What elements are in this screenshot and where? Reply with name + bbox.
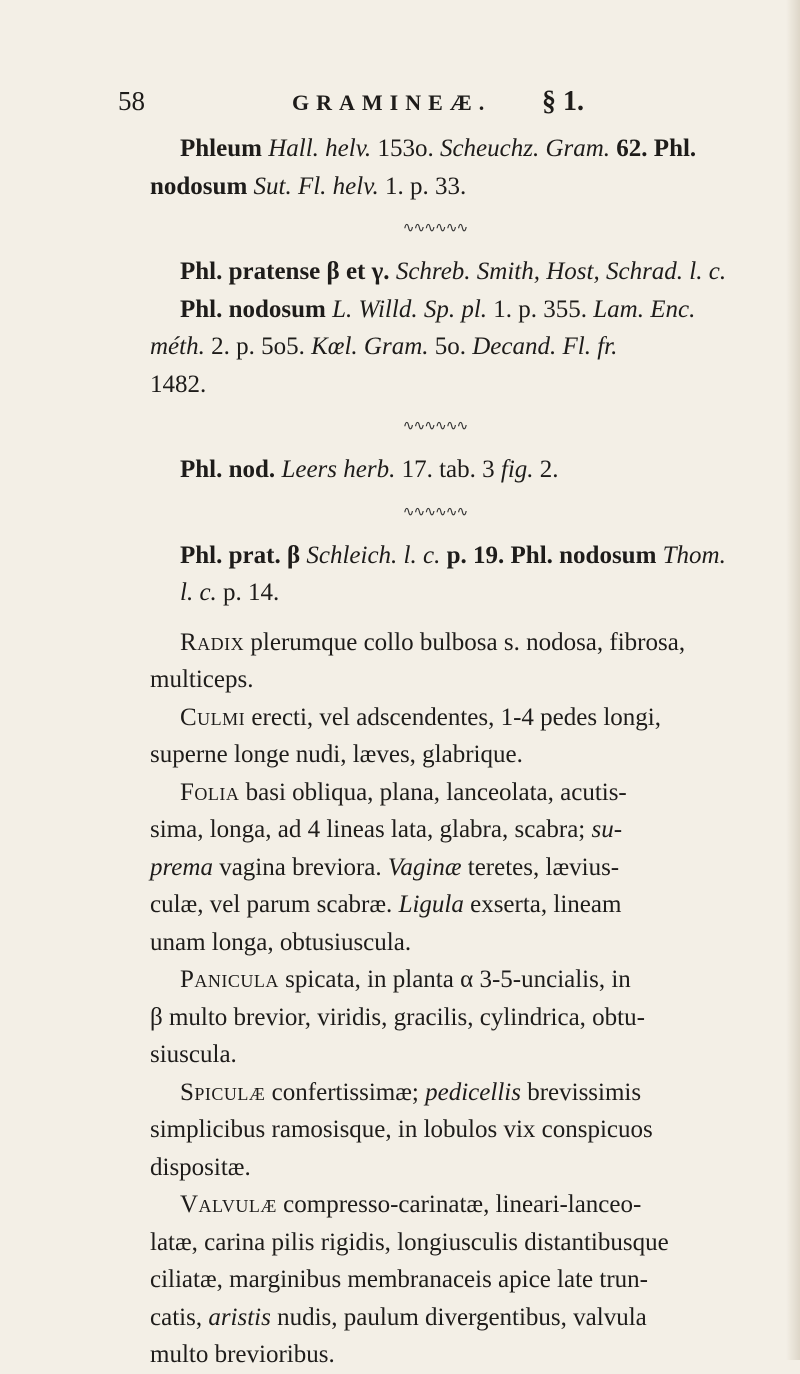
text-line	[150, 886, 690, 924]
page-header	[118, 86, 658, 126]
italic-term: su-	[591, 816, 623, 843]
text-run: culæ, vel parum scabræ.	[150, 891, 399, 918]
text-run: brevissimis	[520, 1078, 642, 1106]
synonym-block-1	[150, 130, 697, 205]
citation-author: méth.	[150, 333, 205, 360]
section-mark: § 1.	[542, 86, 584, 117]
text-line: multo brevioribus.	[150, 1341, 335, 1368]
page-number: 58	[118, 86, 145, 116]
paragraph-radix	[150, 624, 690, 699]
text-line	[150, 811, 690, 849]
italic-term: Vaginæ	[387, 853, 462, 881]
text-run: compresso-carinatæ, lineari-lanceo-	[276, 1191, 642, 1218]
text-run: exserta, lineam	[463, 891, 622, 918]
text-line	[150, 253, 727, 291]
italic-term: Ligula	[398, 891, 464, 918]
text-line	[150, 328, 690, 366]
citation-ref: 153o.	[371, 135, 440, 162]
citation-author: Schreb. Smith, Host, Schrad. l. c.	[395, 258, 727, 285]
text-line	[150, 291, 696, 329]
citation-author: l. c.	[180, 579, 217, 606]
text-line	[150, 624, 690, 662]
text-run: vagina breviora.	[212, 853, 388, 881]
citation-ref: 1. p. 355.	[487, 295, 594, 323]
synonym-block-3	[150, 451, 690, 489]
citation-author: Sut. Fl. helv.	[253, 172, 379, 200]
text-line	[150, 1074, 690, 1112]
term-valvulae: Valvulæ	[180, 1191, 277, 1218]
citation-ref: p. 19. Phl. nodosum	[440, 541, 663, 569]
citation-author: Leers herb.	[281, 456, 396, 483]
term-radix: Radix	[180, 628, 245, 656]
citation-ref: fig.	[500, 456, 534, 483]
citation-ref: p. 14.	[216, 579, 280, 606]
text-line	[150, 1299, 690, 1337]
text-line: latæ, carina pilis rigidis, longiusculis distantibusque	[150, 1228, 669, 1256]
text-line	[150, 774, 690, 812]
text-line: unam longa, obtusiuscula.	[150, 928, 412, 956]
text-line: β multo brevior, viridis, gracilis, cylindrica, obtu-	[150, 1003, 645, 1031]
text-line	[150, 1186, 690, 1224]
synonym-name: Phl. prat. β	[180, 541, 307, 569]
text-line	[150, 849, 690, 887]
term-culmi: Culmi	[180, 703, 246, 731]
citation-author: Lam. Enc.	[593, 295, 696, 323]
text-line	[150, 961, 690, 999]
paragraph-panicula	[150, 961, 690, 1074]
citation-author: Hall. helv.	[268, 135, 372, 162]
term-panicula: Panicula	[180, 966, 279, 993]
citation-ref: 2. p. 5o5.	[204, 333, 312, 360]
text-run: erecti, vel adscendentes, 1-4 pedes longi,	[245, 703, 661, 731]
text-run: plerumque collo bulbosa s. nodosa, fibrosa,	[244, 628, 686, 656]
text-line	[150, 537, 726, 575]
citation-ref: 62. Phl.	[610, 135, 697, 162]
text-run: confertissimæ;	[265, 1078, 426, 1106]
text-line: 1482.	[150, 370, 207, 398]
text-line	[150, 130, 697, 168]
paragraph-valvulae	[150, 1186, 690, 1374]
italic-term: aristis	[208, 1303, 271, 1331]
text-run: basi obliqua, plana, lanceolata, acutis-	[239, 778, 627, 806]
citation-author: L. Willd. Sp. pl.	[332, 295, 488, 323]
citation-author: Kœl. Gram.	[311, 333, 429, 360]
species-name: nodosum	[150, 172, 254, 200]
text-line: multiceps.	[150, 666, 254, 693]
separator-ornament: ∿∿∿∿∿∿	[402, 504, 468, 520]
page-body	[150, 130, 727, 1374]
citation-author: Schleich. l. c.	[306, 541, 441, 569]
citation-author: Scheuchz. Gram.	[439, 135, 611, 162]
separator-ornament: ∿∿∿∿∿∿	[402, 419, 468, 434]
synonym-name: Phl. nod.	[180, 456, 282, 483]
synonym-block-4	[150, 537, 726, 612]
text-line	[150, 699, 690, 737]
text-line: siuscula.	[150, 1041, 237, 1068]
text-run: spicata, in planta α 3-5-uncialis, in	[278, 966, 631, 993]
citation-ref: 5o.	[428, 333, 473, 360]
text-line	[150, 451, 690, 489]
paragraph-culmi	[150, 699, 690, 774]
italic-term: pedicellis	[425, 1078, 521, 1106]
text-line: dispositæ.	[150, 1153, 251, 1181]
paragraph-folia	[150, 774, 690, 962]
citation-ref: 2.	[533, 456, 559, 483]
separator-ornament: ∿∿∿∿∿∿	[402, 221, 468, 236]
text-run: teretes, lævius-	[461, 853, 620, 881]
text-run: catis,	[150, 1303, 209, 1331]
text-line: simplicibus ramosisque, in lobulos vix conspicuos	[150, 1116, 653, 1143]
text-line: ciliatæ, marginibus membranaceis apice late trun-	[150, 1266, 648, 1293]
text-line: superne longe nudi, læves, glabrique.	[150, 741, 523, 768]
genus-name: Phleum	[180, 135, 269, 162]
synonym-name: Phl. nodosum	[180, 295, 333, 323]
term-folia: Folia	[180, 778, 240, 806]
text-line	[150, 574, 690, 612]
page-edge-shadow	[786, 0, 800, 1360]
citation-ref: 1. p. 33.	[378, 172, 467, 200]
text-run: nudis, paulum divergentibus, valvula	[270, 1303, 647, 1331]
synonym-block-2	[150, 253, 727, 403]
italic-term: prema	[150, 853, 213, 881]
citation-author: Decand. Fl. fr.	[472, 333, 618, 360]
term-spiculae: Spiculæ	[180, 1078, 266, 1106]
citation-author: Thom.	[662, 541, 726, 569]
paragraph-spiculae	[150, 1074, 690, 1187]
text-run: sima, longa, ad 4 lineas lata, glabra, scabra;	[150, 816, 592, 843]
synonym-name: Phl. pratense β et γ.	[180, 258, 396, 285]
citation-ref: 17. tab. 3	[395, 456, 501, 483]
text-line	[150, 168, 690, 206]
running-title: GRAMINEÆ.	[292, 90, 492, 115]
